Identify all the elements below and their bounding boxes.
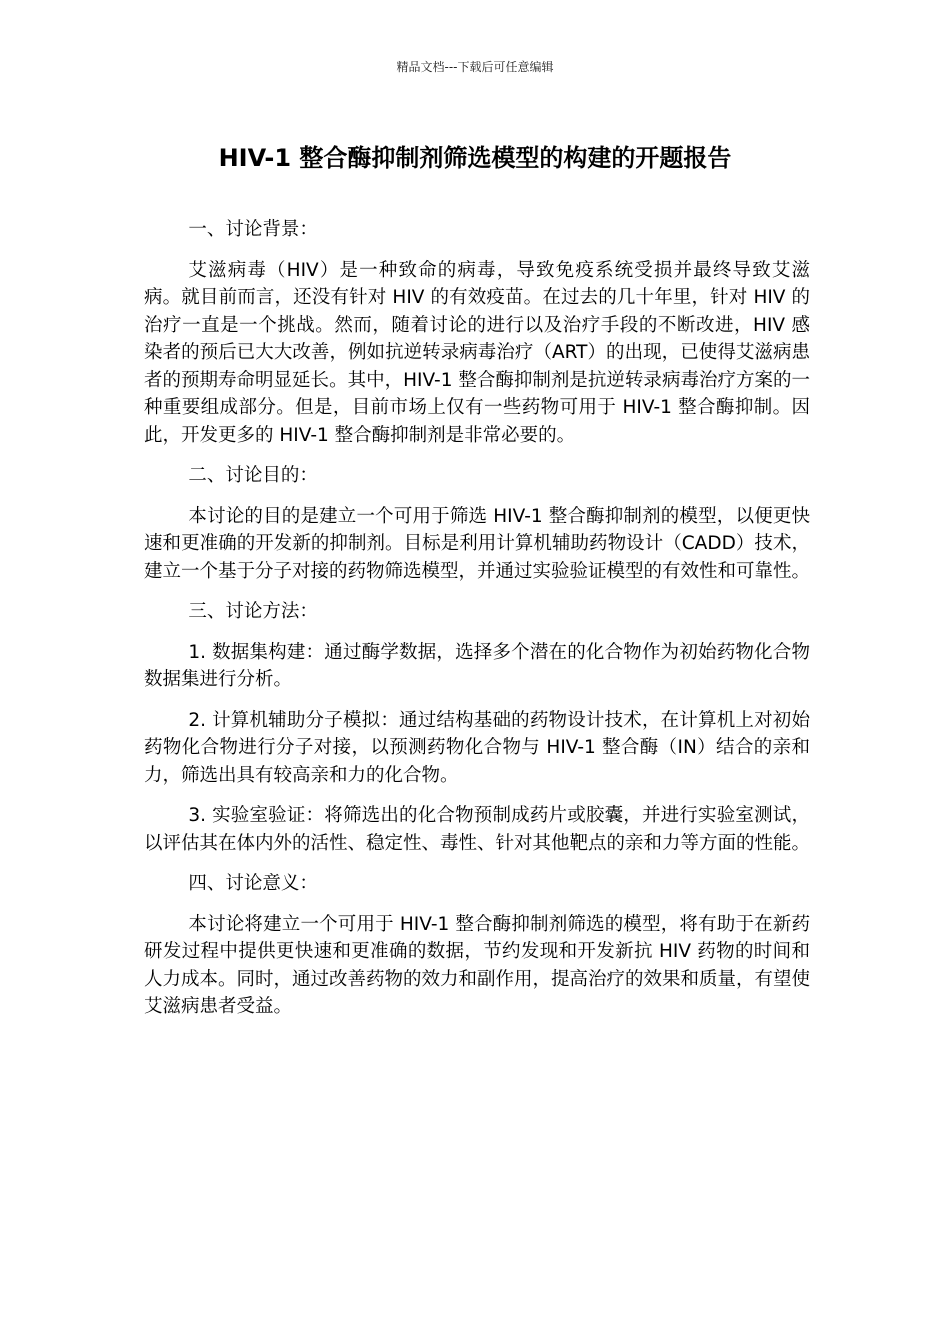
background-heading: 一、讨论背景： (188, 219, 318, 240)
significance-heading: 四、讨论意义： (188, 873, 318, 894)
method-item-1: 1. 数据集构建：通过酶学数据，选择多个潜在的化合物作为初始药物化合物数据集进行分析。 (144, 641, 810, 690)
significance-paragraph: 本讨论将建立一个可用于 HIV-1 整合酶抑制剂筛选的模型，将有助于在新药研发过程中提供更快速和更准确的数据，节约发现和开发新抗 HIV 药物的时间和人力成本。同时，通过改善药物的效力和副作用，提高治疗的效果和质量，有望使艾滋病患者受益。 (144, 913, 811, 1017)
document-title: HIV-1 整合酶抑制剂筛选模型的构建的开题报告 (218, 144, 732, 172)
background-paragraph: 艾滋病毒（HIV）是一种致命的病毒，导致免疫系统受损并最终导致艾滋病。就目前而言，还没有针对 HIV 的有效疫苗。在过去的几十年里，针对 HIV 的治疗一直是一个挑战。然而，随着讨论的进行以及治疗手段的不断改进，HIV 感染者的预后已大大改善，例如抗逆转录病毒治疗（ART）的出现，已使得艾滋病患者的预期寿命明显延长。其中，HIV-1 整合酶抑制剂是抗逆转录病毒治疗方案的一种重要组成部分。但是，目前市场上仅有一些药物可用于 HIV-1 整合酶抑制。因此，开发更多的 HIV-1 整合酶抑制剂是非常必要的。 (144, 259, 810, 446)
method-heading: 三、讨论方法： (188, 601, 318, 622)
header-note: 精品文档---下载后可任意编辑 (396, 60, 554, 74)
method-item-3: 3. 实验室验证：将筛选出的化合物预制成药片或胶囊，并进行实验室测试，以评估其在体内外的活性、稳定性、毒性、针对其他靶点的亲和力等方面的性能。 (144, 805, 811, 854)
purpose-heading: 二、讨论目的： (188, 465, 318, 486)
document-body (144, 216, 810, 1034)
method-item-2: 2. 计算机辅助分子模拟：通过结构基础的药物设计技术，在计算机上对初始药物化合物进行分子对接，以预测药物化合物与 HIV-1 整合酶（IN）结合的亲和力，筛选出具有较高亲和力的化合物。 (144, 709, 810, 786)
purpose-paragraph: 本讨论的目的是建立一个可用于筛选 HIV-1 整合酶抑制剂的模型，以便更快速和更准确的开发新的抑制剂。目标是利用计算机辅助药物设计（CADD）技术，建立一个基于分子对接的药物筛选模型，并通过实验验证模型的有效性和可靠性。 (144, 505, 811, 582)
